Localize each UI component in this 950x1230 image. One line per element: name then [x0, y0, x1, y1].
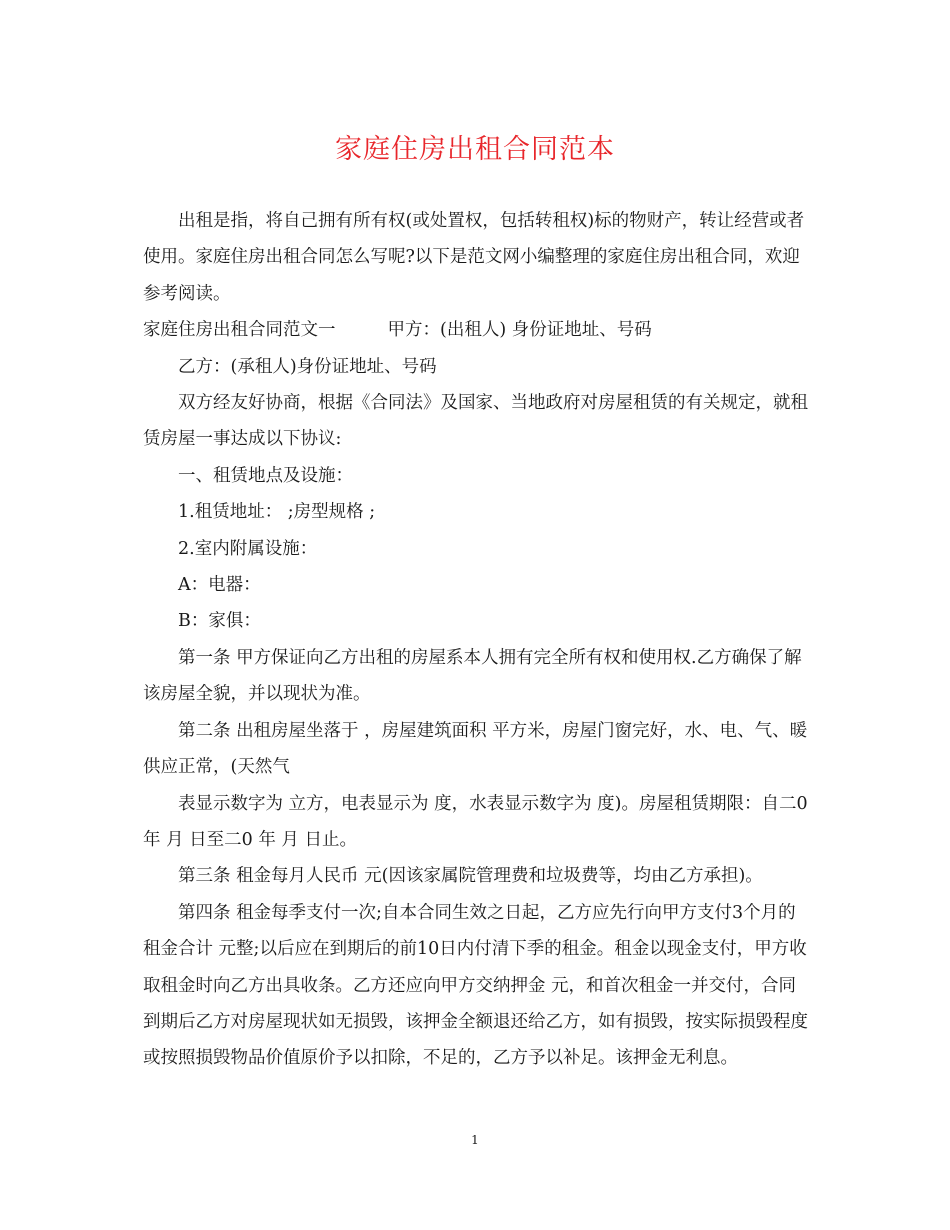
- page-number: 1: [471, 1133, 479, 1147]
- item-appliances: A：电器：: [178, 575, 261, 596]
- intro-paragraph: 出租是指，将自己拥有所有权(或处置权，包括转租权)标的物财产，转让经营或者使用。家庭住房出租合同怎么写呢?以下是范文网小编整理的家庭住房出租合同，欢迎参考阅读。: [143, 211, 805, 304]
- section-one-heading: 一、租赁地点及设施：: [178, 465, 353, 486]
- sample-heading-line: [143, 312, 811, 348]
- item-rental-address: 1.租赁地址： ;房型规格 ;: [178, 502, 376, 523]
- article-2-part-1: 第二条 出租房屋坐落于 ，房屋建筑面积 平方米，房屋门窗完好，水、电、气、暖供应正常，(天然气: [143, 720, 808, 778]
- article-4: 第四条 租金每季支付一次;自本合同生效之日起，乙方应先行向甲方支付3个月的租金合计 元整;以后应在到期后的前10日内付清下季的租金。租金以现金支付，甲方收取租金时向乙方出具收条。乙方还应向甲方交纳押金 元，和首次租金一并交付，合同到期后乙方对房屋现状如无损毁，该押金全额退还给乙方，如有损毁，按实际损毁程度或按照损毁物品价值原价予以扣除，不足的，乙方予以补足。该押金无利息。: [143, 902, 808, 1069]
- item-furniture: B：家俱：: [178, 611, 261, 632]
- party-b: 乙方：(承租人)身份证地址、号码: [178, 356, 437, 377]
- article-2-part-2: 表显示数字为 立方，电表显示为 度，水表显示数字为 度)。房屋租赁期限：自二0 年 月 日至二0 年 月 日止。: [143, 793, 808, 850]
- item-facilities: 2.室内附属设施：: [178, 538, 318, 559]
- party-a: 甲方：(出租人) 身份证地址、号码: [387, 320, 652, 341]
- article-1: 第一条 甲方保证向乙方出租的房屋系本人拥有完全所有权和使用权.乙方确保了解该房屋全貌，并以现状为准。: [143, 647, 802, 705]
- agreement-paragraph: 双方经友好协商，根据《合同法》及国家、当地政府对房屋租赁的有关规定，就租赁房屋一事达成以下协议:: [143, 393, 808, 450]
- sample-heading: 家庭住房出租合同范文一: [143, 320, 336, 341]
- article-3: 第三条 租金每月人民币 元(因该家属院管理费和垃圾费等，均由乙方承担)。: [178, 866, 763, 887]
- document-title: 家庭住房出租合同范本: [335, 134, 615, 165]
- document-body: [143, 203, 811, 1077]
